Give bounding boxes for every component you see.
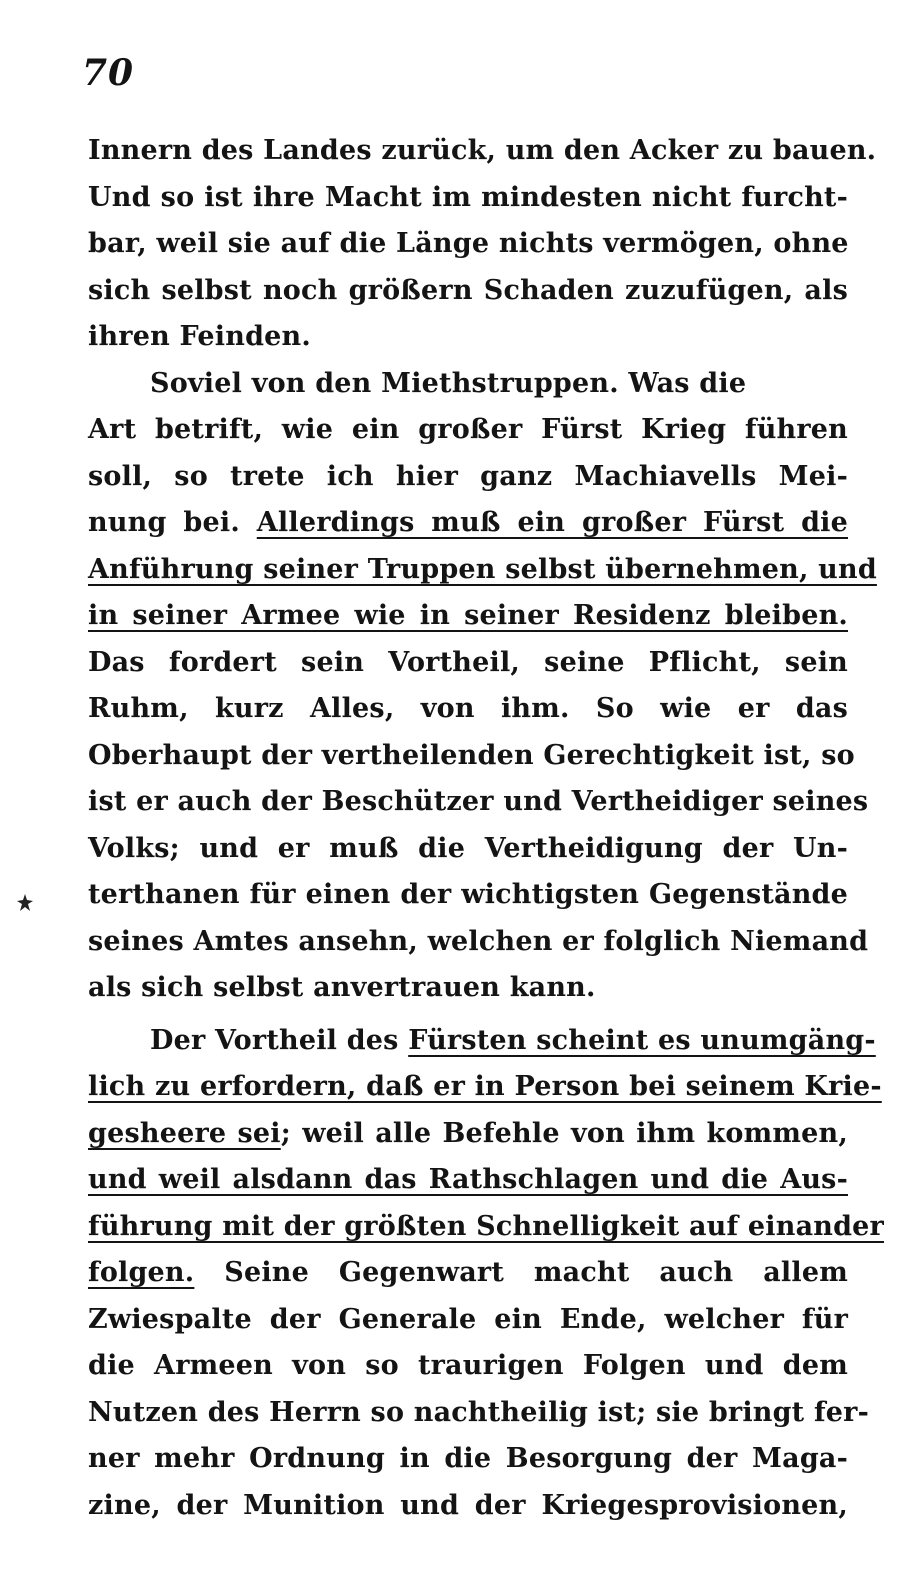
text-segment: Seine Gegenwart macht auch allem: [194, 1257, 848, 1288]
text-line: [88, 361, 848, 408]
underlined-passage: lich zu erfordern, daß er in Person bei seinem Krie-: [88, 1071, 882, 1102]
text-line: [88, 1343, 848, 1390]
text-segment: Volks; und er muß die Vertheidigung der Un-: [88, 832, 848, 864]
text-line: [88, 1204, 884, 1251]
text-segment: Und so ist ihre Macht im mindesten nicht furcht-: [88, 181, 848, 213]
text-segment: soll, so trete ich hier ganz Machiavells Mei-: [88, 460, 848, 492]
text-line: [88, 640, 848, 687]
text-segment: Nutzen des Herrn so nachtheilig ist; sie bringt fer-: [88, 1396, 869, 1428]
underlined-passage: Allerdings muß ein großer Fürst die: [256, 507, 848, 538]
text-line: [88, 454, 848, 501]
text-line: [88, 1390, 869, 1437]
text-line: [88, 175, 848, 222]
page-number: 70: [82, 52, 135, 94]
text-segment: Zwiespalte der Generale ein Ende, welcher für: [88, 1303, 848, 1335]
underlined-passage: Anführung seiner Truppen selbst übernehmen, und: [88, 553, 877, 585]
margin-ink-mark: [14, 892, 36, 914]
text-segment: nung bei.: [88, 507, 257, 538]
text-segment: Das fordert sein Vortheil, seine Pflicht, sein: [88, 646, 848, 678]
text-segment: seines Amtes ansehn, welchen er folglich Niemand: [88, 925, 869, 957]
body-text: [88, 128, 884, 1529]
text-segment: die Armeen von so traurigen Folgen und dem: [88, 1350, 848, 1381]
text-segment: ist er auch der Beschützer und Vertheidiger seines: [88, 786, 869, 817]
text-line: [88, 407, 848, 454]
text-line: [88, 872, 848, 919]
text-line: [88, 314, 848, 361]
underlined-passage: in seiner Armee wie in seiner Residenz bleiben.: [88, 600, 848, 631]
text-line: [88, 1064, 882, 1111]
text-segment: terthanen für einen der wichtigsten Gegenstände: [88, 879, 848, 910]
text-line: [88, 128, 877, 175]
text-segment: ; weil alle Befehle von ihm kommen,: [280, 1117, 848, 1149]
text-line: [88, 268, 848, 315]
text-line: [88, 686, 848, 733]
text-line: [88, 593, 848, 640]
text-segment: als sich selbst anvertrauen kann.: [88, 972, 596, 1003]
text-line: [88, 1250, 848, 1297]
text-line: [88, 1157, 848, 1204]
text-line: [88, 1436, 848, 1483]
underlined-passage: führung mit der größten Schnelligkeit auf einander: [88, 1210, 884, 1242]
text-line: [88, 779, 869, 826]
text-segment: sich selbst noch größern Schaden zuzufügen, als: [88, 274, 848, 306]
text-segment: bar, weil sie auf die Länge nichts vermögen, ohne: [88, 228, 849, 259]
text-segment: Ruhm, kurz Alles, von ihm. So wie er das: [88, 693, 848, 724]
text-line: [88, 919, 869, 966]
text-segment: ihren Feinden.: [88, 321, 311, 352]
text-segment: Innern des Landes zurück, um den Acker zu bauen.: [88, 135, 877, 166]
underlined-passage: und weil alsdann das Rathschlagen und die Aus-: [88, 1164, 848, 1195]
text-segment: Soviel von den Miethstruppen. Was die: [150, 367, 747, 399]
text-line: [88, 221, 848, 268]
text-segment: ner mehr Ordnung in die Besorgung der Maga-: [88, 1443, 848, 1474]
text-line: [88, 826, 848, 873]
text-line: [88, 1297, 848, 1344]
underlined-passage: gesheere sei: [88, 1117, 281, 1149]
text-line: [88, 1111, 848, 1158]
text-line: [88, 965, 848, 1012]
underlined-passage: Fürsten scheint es unumgäng-: [408, 1024, 876, 1056]
text-line: [88, 1018, 876, 1065]
text-line: [88, 733, 855, 780]
text-line: [88, 1483, 848, 1530]
text-segment: zine, der Munition und der Kriegesprovisionen,: [88, 1489, 848, 1521]
text-segment: Der Vortheil des: [150, 1024, 409, 1056]
text-line: [88, 547, 877, 594]
text-segment: Oberhaupt der vertheilenden Gerechtigkeit ist, so: [88, 739, 855, 771]
text-line: [88, 500, 848, 547]
text-segment: Art betrift, wie ein großer Fürst Krieg führen: [88, 414, 848, 445]
underlined-passage: folgen.: [88, 1257, 195, 1288]
